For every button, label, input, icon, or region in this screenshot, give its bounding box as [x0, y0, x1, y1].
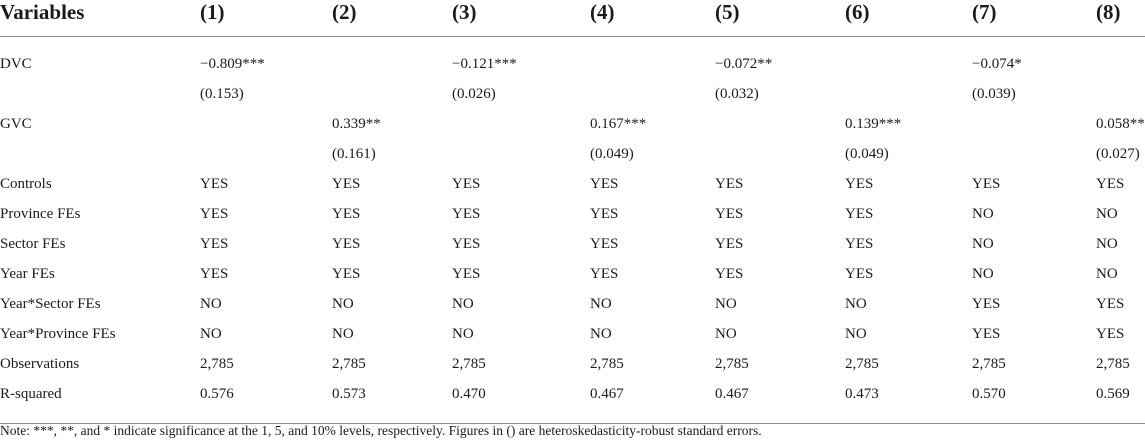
table-cell: YES [715, 205, 744, 222]
table-cell: YES [590, 265, 619, 282]
table-row [0, 169, 1145, 199]
table-cell: NO [332, 325, 354, 342]
table-cell: 0.467 [590, 385, 624, 402]
row-label-cell [0, 139, 200, 169]
table-cell: YES [332, 175, 361, 192]
table-cell: (0.032) [715, 85, 759, 102]
table-cell [452, 109, 590, 139]
table-cell [715, 139, 845, 169]
table-cell: YES [200, 175, 229, 192]
table-cell: YES [845, 205, 874, 222]
header-cell-6: (6) [845, 0, 972, 37]
table-row [0, 49, 1145, 79]
table-cell [972, 139, 1096, 169]
row-label-cell: Observations [0, 355, 80, 372]
row-label-cell: GVC [0, 115, 32, 132]
table-cell: −0.074* [972, 55, 1022, 72]
table-cell: 2,785 [200, 355, 234, 372]
table-cell: NO [1096, 265, 1118, 282]
table-row [0, 229, 1145, 259]
table-spacer-row [0, 37, 1145, 50]
header-cell-1: (1) [200, 0, 332, 37]
table-bottom-rule-row [0, 409, 1145, 424]
table-cell [452, 139, 590, 169]
table-cell: NO [590, 295, 612, 312]
table-cell: NO [452, 295, 474, 312]
table-cell: (0.153) [200, 85, 244, 102]
table-cell [715, 109, 845, 139]
row-label-cell: R-squared [0, 385, 62, 402]
header-cell-4: (4) [590, 0, 715, 37]
table-cell: 0.570 [972, 385, 1006, 402]
table-cell: YES [590, 235, 619, 252]
table-cell: 0.576 [200, 385, 234, 402]
table-cell: YES [845, 175, 874, 192]
table-cell: 2,785 [590, 355, 624, 372]
table-cell: YES [1096, 325, 1125, 342]
table-row [0, 349, 1145, 379]
table-cell: YES [590, 175, 619, 192]
table-cell [1096, 49, 1145, 79]
bottom-rule-cell [0, 409, 1145, 424]
table-cell: 0.573 [332, 385, 366, 402]
table-cell: 0.470 [452, 385, 486, 402]
table-cell: YES [452, 265, 481, 282]
row-label-cell: Year*Sector FEs [0, 295, 101, 312]
table-cell: NO [845, 295, 867, 312]
table-cell: 2,785 [332, 355, 366, 372]
table-cell: YES [200, 205, 229, 222]
row-label-cell: Year*Province FEs [0, 325, 116, 342]
table-cell: NO [1096, 205, 1118, 222]
table-cell: YES [332, 265, 361, 282]
table-row [0, 199, 1145, 229]
table-body [0, 37, 1145, 424]
table-cell: YES [200, 235, 229, 252]
table-cell [845, 79, 972, 109]
table-cell: NO [590, 325, 612, 342]
table-cell: YES [972, 175, 1001, 192]
table-cell [845, 49, 972, 79]
table-row [0, 79, 1145, 109]
table-row [0, 289, 1145, 319]
table-cell: 0.569 [1096, 385, 1130, 402]
table-cell: NO [845, 325, 867, 342]
row-label-cell: Province FEs [0, 205, 81, 222]
table-row [0, 319, 1145, 349]
table-cell: NO [332, 295, 354, 312]
table-cell: NO [972, 235, 994, 252]
table-cell: YES [972, 325, 1001, 342]
table-cell: 0.473 [845, 385, 879, 402]
table-cell: −0.809*** [200, 55, 265, 72]
table-cell: YES [715, 175, 744, 192]
table-cell: 0.339** [332, 115, 381, 132]
table-cell: 2,785 [1096, 355, 1130, 372]
table-cell [590, 49, 715, 79]
table-cell: (0.161) [332, 145, 376, 162]
table-cell: −0.072** [715, 55, 773, 72]
table-cell: YES [1096, 175, 1125, 192]
table-cell: YES [1096, 295, 1125, 312]
table-cell: YES [845, 265, 874, 282]
table-cell: YES [972, 295, 1001, 312]
header-cell-3: (3) [452, 0, 590, 37]
row-label-cell: Year FEs [0, 265, 55, 282]
table-cell: NO [715, 325, 737, 342]
table-cell [1096, 79, 1145, 109]
table-cell [200, 109, 332, 139]
spacer-cell [0, 37, 1145, 50]
table-cell: 2,785 [972, 355, 1006, 372]
table-cell: (0.027) [1096, 145, 1140, 162]
row-label-cell: Sector FEs [0, 235, 66, 252]
table-cell: −0.121*** [452, 55, 517, 72]
table-cell [590, 79, 715, 109]
table-cell: YES [715, 235, 744, 252]
table-cell: (0.049) [845, 145, 889, 162]
row-label-cell: DVC [0, 55, 32, 72]
table-cell: YES [332, 205, 361, 222]
table-cell: (0.049) [590, 145, 634, 162]
table-row [0, 139, 1145, 169]
table-cell: NO [972, 205, 994, 222]
table-cell: YES [452, 235, 481, 252]
table-cell: NO [1096, 235, 1118, 252]
table-cell: YES [332, 235, 361, 252]
header-cell-7: (7) [972, 0, 1096, 37]
table-cell: NO [452, 325, 474, 342]
header-cell-5: (5) [715, 0, 845, 37]
row-label-cell: Controls [0, 175, 52, 192]
table-cell: YES [200, 265, 229, 282]
table-cell [972, 109, 1096, 139]
header-cell-variables: Variables [0, 0, 200, 37]
table-cell: YES [845, 235, 874, 252]
table-cell: YES [715, 265, 744, 282]
table-cell: YES [452, 175, 481, 192]
table-cell: NO [972, 265, 994, 282]
table-cell [332, 79, 452, 109]
table-cell: 0.139*** [845, 115, 902, 132]
table-cell: NO [200, 295, 222, 312]
table-row [0, 259, 1145, 289]
table-cell: NO [200, 325, 222, 342]
table-cell: (0.039) [972, 85, 1016, 102]
table-cell: YES [452, 205, 481, 222]
table-cell: 2,785 [452, 355, 486, 372]
table-cell: YES [590, 205, 619, 222]
table-cell [200, 139, 332, 169]
table-cell: 0.167*** [590, 115, 647, 132]
table-cell: 0.467 [715, 385, 749, 402]
table-cell: (0.026) [452, 85, 496, 102]
table-cell: 2,785 [715, 355, 749, 372]
table-note: Note: ***, **, and * indicate significance at the 1, 5, and 10% levels, respectively. Figures in () are heteroskedasticity-robust standard errors. [0, 423, 762, 438]
header-cell-8: (8) [1096, 0, 1145, 37]
table-cell: NO [715, 295, 737, 312]
table-cell: 0.058** [1096, 115, 1145, 132]
table-header-row [0, 0, 1145, 37]
header-cell-2: (2) [332, 0, 452, 37]
table-row [0, 379, 1145, 409]
table-row [0, 109, 1145, 139]
table-cell: 2,785 [845, 355, 879, 372]
row-label-cell [0, 79, 200, 109]
table-cell [332, 49, 452, 79]
